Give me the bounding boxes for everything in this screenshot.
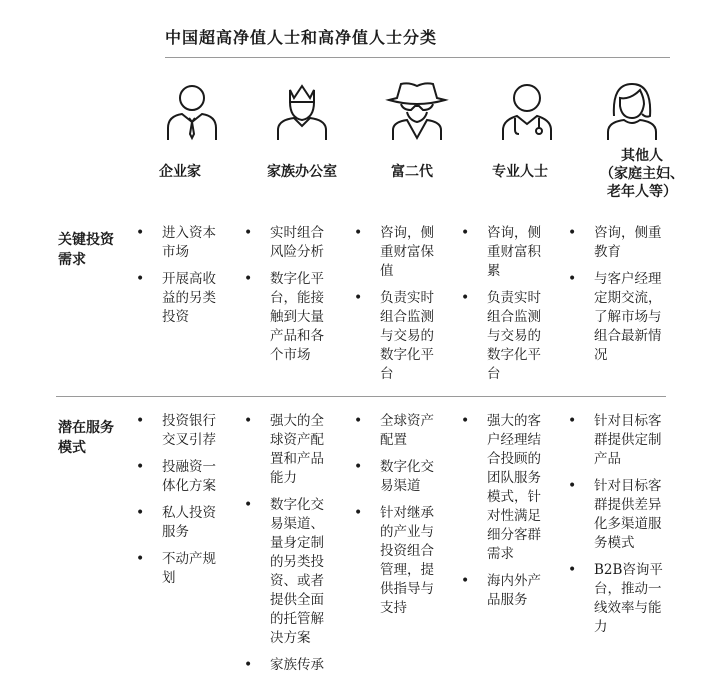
list-item: • 针对继承的产业与投资组合管理，提供指导与支持 [354, 504, 446, 618]
doctor-stethoscope-icon [495, 78, 559, 142]
list-item: • 咨询，侧重教育 [568, 224, 672, 262]
row-label-key-investment-needs: 关键投资需求 [58, 232, 114, 268]
row-divider [56, 396, 666, 397]
diagram-title: 中国超高净值人士和高净值人士分类 [165, 28, 438, 47]
list-item: • 不动产规划 [136, 550, 228, 588]
cell-needs-second-generation [354, 224, 446, 392]
list-item: • 咨询，侧重财富保值 [354, 224, 446, 281]
businessman-icon [160, 78, 224, 142]
list-item: • 数字化交易渠道、量身定制的另类投资、或者提供全面的托管解决方案 [244, 496, 336, 648]
list-item: • 针对目标客群提供定制产品 [568, 412, 672, 469]
spy-hat-person-icon [385, 78, 449, 142]
column-header-others: 其他人 （家庭主妇、 老年人等） [600, 148, 684, 200]
cell-needs-others [568, 224, 672, 373]
cell-needs-professionals [461, 224, 553, 392]
list-item: • 海内外产品服务 [461, 572, 553, 610]
list-item: • 私人投资服务 [136, 504, 228, 542]
list-item: • 强大的客户经理结合投顾的团队服务模式，针对性满足细分客群需求 [461, 412, 553, 564]
column-header-entrepreneur: 企业家 [159, 164, 201, 180]
cell-services-second-generation [354, 412, 446, 626]
list-item: • 数字化平台，能接触到大量产品和各个市场 [244, 270, 336, 365]
column-header-second-generation: 富二代 [391, 164, 433, 180]
column-header-family-office: 家族办公室 [267, 164, 337, 180]
list-item: • 投融资一体化方案 [136, 458, 228, 496]
list-item: • 开展高收益的另类投资 [136, 270, 228, 327]
list-item: • 负责实时组合监测与交易的数字化平台 [461, 289, 553, 384]
list-item: • 投资银行交叉引荐 [136, 412, 228, 450]
list-item: • 针对目标客群提供差异化多渠道服务模式 [568, 477, 672, 553]
list-item: • 家族传承 [244, 656, 336, 675]
cell-services-entrepreneur [136, 412, 228, 596]
list-item: • 实时组合风险分析 [244, 224, 336, 262]
cell-needs-family-office [244, 224, 336, 373]
top-divider [165, 57, 670, 58]
list-item: • 咨询，侧重财富积累 [461, 224, 553, 281]
list-item: • 强大的全球资产配置和产品能力 [244, 412, 336, 488]
woman-icon [600, 78, 664, 142]
list-item: • 负责实时组合监测与交易的数字化平台 [354, 289, 446, 384]
cell-needs-entrepreneur [136, 224, 228, 335]
crowned-person-icon [270, 78, 334, 142]
column-header-professionals: 专业人士 [492, 164, 548, 180]
cell-services-professionals [461, 412, 553, 618]
list-item: • 与客户经理定期交流，了解市场与组合最新情况 [568, 270, 672, 365]
list-item: • 进入资本市场 [136, 224, 228, 262]
list-item: • 全球资产配置 [354, 412, 446, 450]
row-label-potential-service-models: 潜在服务模式 [58, 420, 114, 456]
cell-services-others [568, 412, 672, 645]
list-item: • 数字化交易渠道 [354, 458, 446, 496]
list-item: • B2B咨询平台，推动一线效率与能力 [568, 561, 672, 637]
cell-services-family-office [244, 412, 336, 683]
